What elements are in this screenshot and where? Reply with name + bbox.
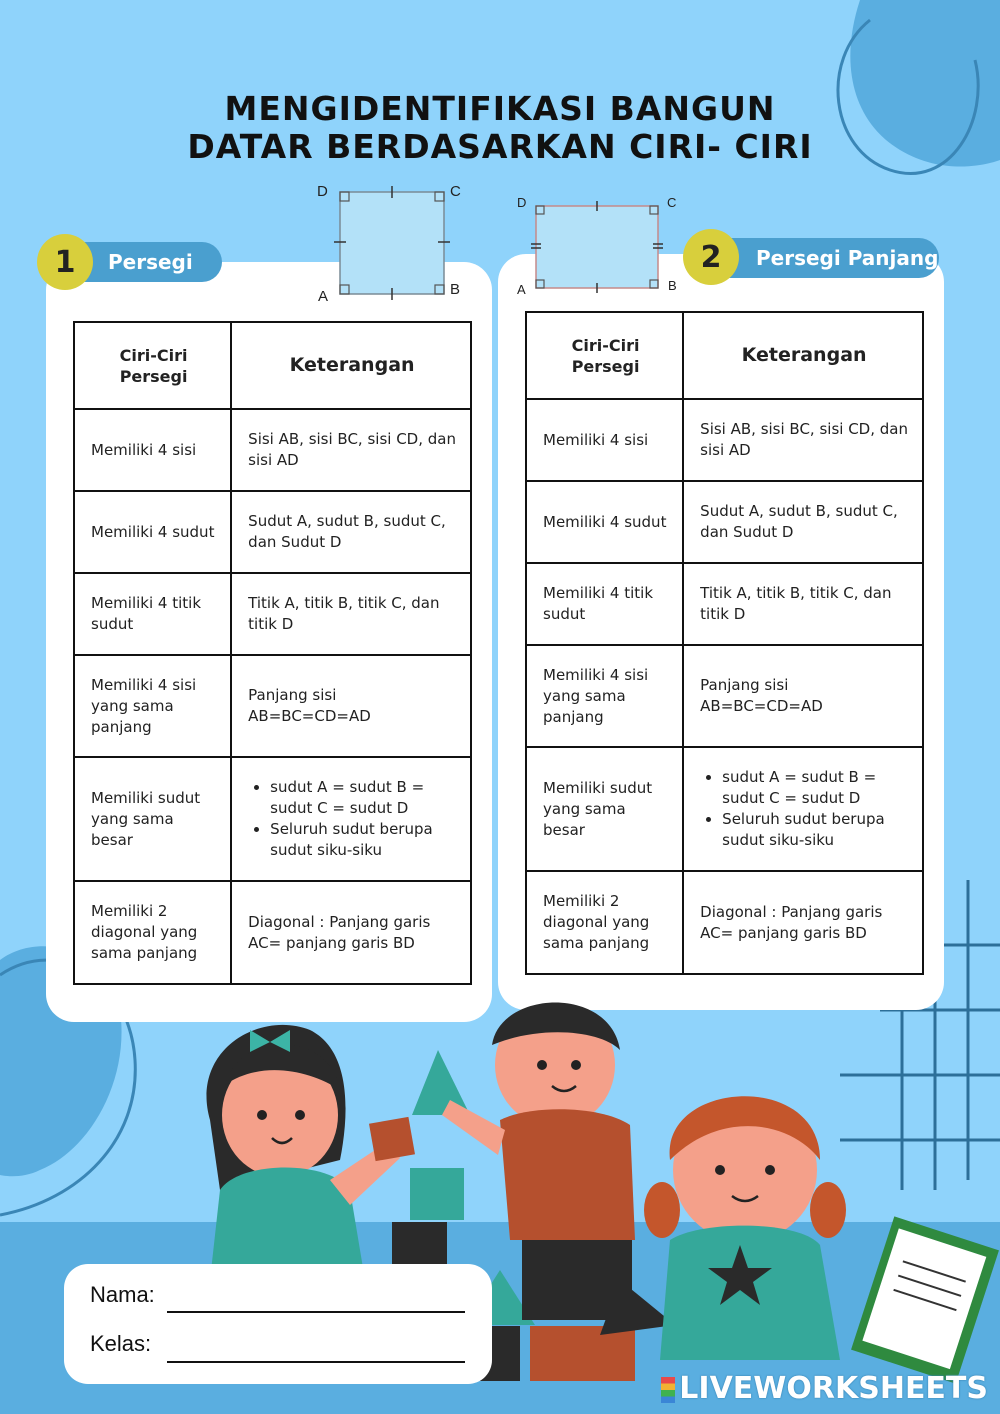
kelas-label: Kelas: bbox=[90, 1331, 152, 1356]
girl-left-figure bbox=[206, 1025, 414, 1280]
table-row bbox=[526, 399, 923, 481]
liveworksheets-logo-icon bbox=[661, 1377, 675, 1403]
table-row bbox=[74, 655, 471, 757]
table-row bbox=[526, 645, 923, 747]
cell-ciri: Memiliki 4 sisi bbox=[74, 409, 231, 491]
cell-ciri: Memiliki sudut yang sama besar bbox=[526, 747, 683, 871]
table-row bbox=[526, 747, 923, 871]
cell-keterangan: Sudut A, sudut B, sudut C, dan Sudut D bbox=[683, 481, 923, 563]
cell-keterangan bbox=[683, 747, 923, 871]
girl-right-figure bbox=[644, 1096, 846, 1360]
table-row bbox=[74, 881, 471, 984]
bullet-item: • sudut A = sudut B = sudut C = sudut D bbox=[722, 767, 908, 809]
header-ciri: Ciri-Ciri Persegi bbox=[74, 322, 231, 409]
bullet-item: • sudut A = sudut B = sudut C = sudut D bbox=[270, 777, 456, 819]
cell-keterangan: Titik A, titik B, titik C, dan titik D bbox=[683, 563, 923, 645]
square-diagram bbox=[330, 180, 460, 305]
cell-keterangan: Sisi AB, sisi BC, sisi CD, dan sisi AD bbox=[231, 409, 471, 491]
cell-ciri: Memiliki 4 sudut bbox=[526, 481, 683, 563]
cell-keterangan bbox=[231, 757, 471, 881]
bullet-item: • Seluruh sudut berupa sudut siku-siku bbox=[722, 809, 908, 851]
square-point-c: C bbox=[450, 183, 461, 200]
rect-point-b: B bbox=[668, 278, 677, 293]
cell-ciri: Memiliki 2 diagonal yang sama panjang bbox=[74, 881, 231, 984]
cell-keterangan: Panjang sisi AB=BC=CD=AD bbox=[231, 655, 471, 757]
page-title bbox=[0, 90, 1000, 166]
nama-label: Nama: bbox=[90, 1282, 155, 1307]
bullet-item: • Seluruh sudut berupa sudut siku-siku bbox=[270, 819, 456, 861]
table-row bbox=[74, 491, 471, 573]
cell-ciri: Memiliki sudut yang sama besar bbox=[74, 757, 231, 881]
header-ciri: Ciri-Ciri Persegi bbox=[526, 312, 683, 399]
header-keterangan: Keterangan bbox=[683, 312, 923, 399]
cell-ciri: Memiliki 4 sisi yang sama panjang bbox=[74, 655, 231, 757]
section-1-label: Persegi bbox=[108, 250, 193, 274]
watermark-text: LIVEWORKSHEETS bbox=[679, 1371, 988, 1406]
cell-keterangan: Diagonal : Panjang garis AC= panjang garis BD bbox=[231, 881, 471, 984]
table-header bbox=[526, 312, 923, 399]
bullet-list bbox=[700, 767, 908, 851]
title-line-1: MENGIDENTIFIKASI BANGUN bbox=[224, 89, 776, 128]
table-row bbox=[526, 481, 923, 563]
rect-point-d: D bbox=[517, 195, 527, 210]
table-row bbox=[74, 409, 471, 491]
cell-keterangan: Diagonal : Panjang garis AC= panjang garis BD bbox=[683, 871, 923, 974]
header-keterangan: Keterangan bbox=[231, 322, 471, 409]
table-row bbox=[526, 563, 923, 645]
cell-ciri: Memiliki 4 sisi yang sama panjang bbox=[526, 645, 683, 747]
section-2-number: 2 bbox=[683, 229, 739, 285]
section-2-label: Persegi Panjang bbox=[756, 246, 939, 270]
cell-keterangan: Titik A, titik B, titik C, dan titik D bbox=[231, 573, 471, 655]
nama-input-line[interactable] bbox=[167, 1311, 465, 1313]
kelas-input-line[interactable] bbox=[167, 1361, 465, 1363]
rect-point-a: A bbox=[517, 282, 526, 297]
liveworksheets-watermark bbox=[661, 1371, 988, 1406]
cell-ciri: Memiliki 4 sisi bbox=[526, 399, 683, 481]
table-row bbox=[526, 871, 923, 974]
square-point-d: D bbox=[317, 183, 328, 200]
cell-ciri: Memiliki 4 titik sudut bbox=[526, 563, 683, 645]
clipboard-illustration bbox=[851, 1216, 999, 1383]
rect-point-c: C bbox=[667, 195, 677, 210]
table-persegi bbox=[73, 321, 472, 985]
table-persegi-panjang bbox=[525, 311, 924, 975]
square-point-b: B bbox=[450, 281, 461, 298]
table-header bbox=[74, 322, 471, 409]
cell-ciri: Memiliki 4 sudut bbox=[74, 491, 231, 573]
cell-ciri: Memiliki 4 titik sudut bbox=[74, 573, 231, 655]
rectangle-diagram bbox=[528, 198, 668, 298]
table-row bbox=[74, 757, 471, 881]
cell-keterangan: Sudut A, sudut B, sudut C, dan Sudut D bbox=[231, 491, 471, 573]
title-line-2: DATAR BERDASARKAN CIRI- CIRI bbox=[187, 127, 813, 166]
table-row bbox=[74, 573, 471, 655]
cell-ciri: Memiliki 2 diagonal yang sama panjang bbox=[526, 871, 683, 974]
cell-keterangan: Sisi AB, sisi BC, sisi CD, dan sisi AD bbox=[683, 399, 923, 481]
cell-keterangan: Panjang sisi AB=BC=CD=AD bbox=[683, 645, 923, 747]
square-point-a: A bbox=[318, 288, 329, 305]
bullet-list bbox=[248, 777, 456, 861]
section-1-number: 1 bbox=[37, 234, 93, 290]
